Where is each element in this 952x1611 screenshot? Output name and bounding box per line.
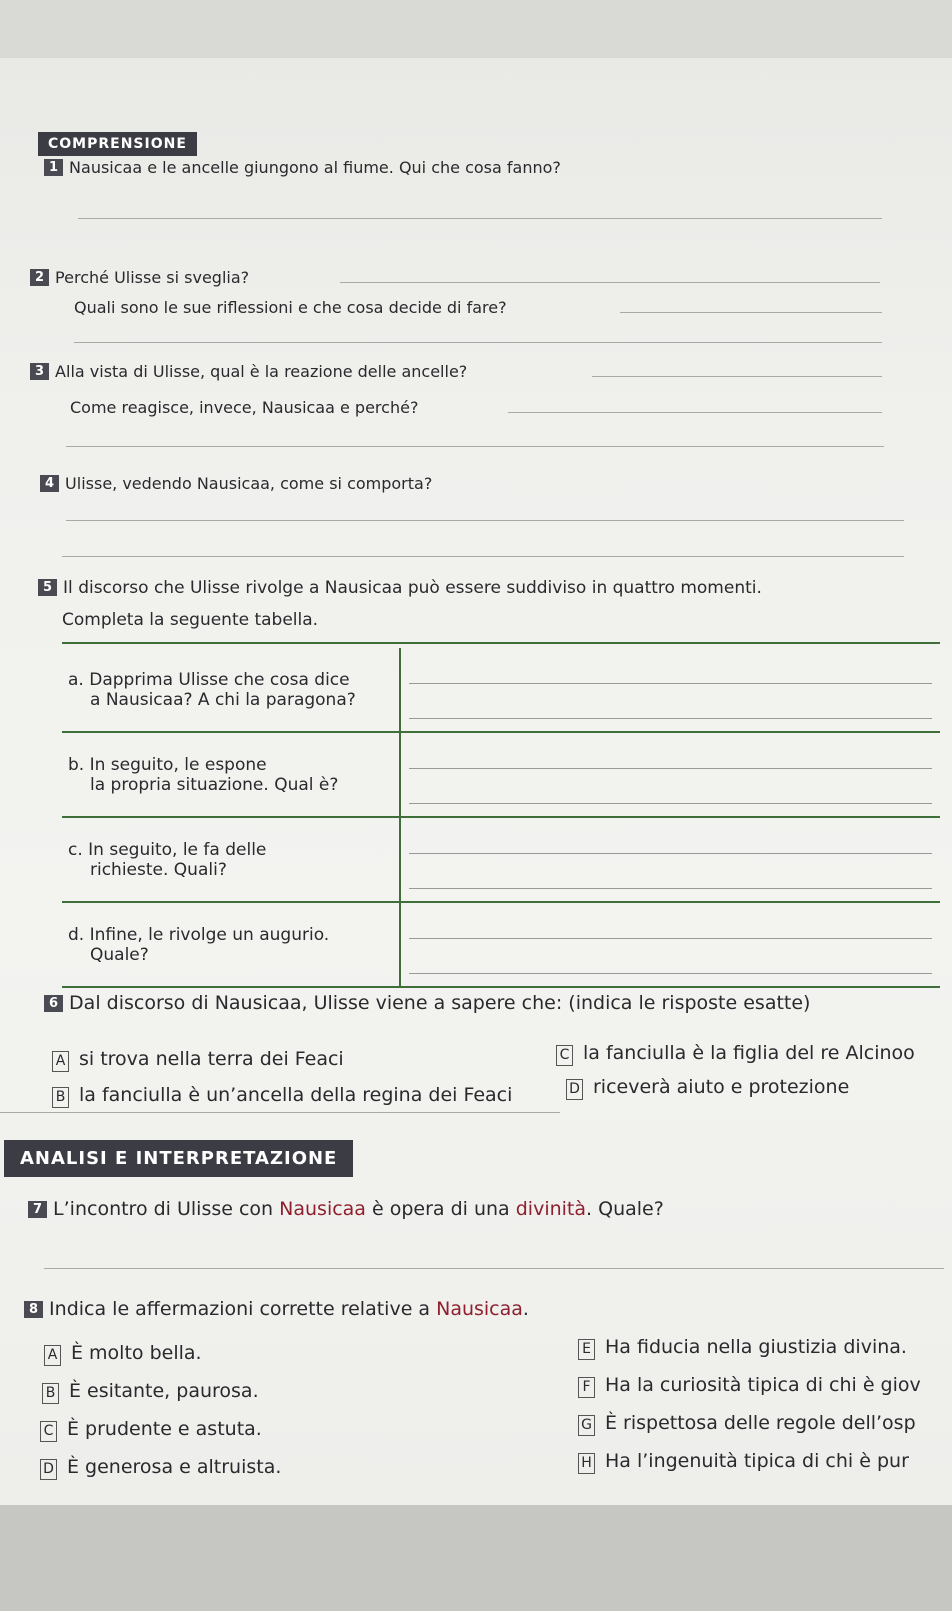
table-top-border — [62, 642, 940, 644]
question-number: 1 — [44, 159, 63, 176]
background-top — [0, 0, 952, 60]
question-number: 8 — [24, 1301, 43, 1318]
answer-line — [78, 218, 882, 219]
answer-line — [620, 312, 882, 313]
question-number: 4 — [40, 475, 59, 492]
question-number: 3 — [30, 363, 49, 380]
table-cell-answer[interactable] — [400, 648, 940, 732]
section-header-comprensione: COMPRENSIONE — [38, 132, 197, 156]
question-number: 6 — [44, 995, 63, 1012]
checkbox[interactable]: C — [556, 1045, 573, 1066]
answer-line — [66, 446, 884, 447]
table-row — [62, 648, 940, 732]
divider — [0, 1112, 560, 1113]
checkbox[interactable]: G — [578, 1415, 595, 1436]
question-number: 7 — [28, 1201, 47, 1218]
question-6: 6 Dal discorso di Nausicaa, Ulisse viene a sapere che: (indica le risposte esatte) — [44, 992, 810, 1014]
checkbox[interactable]: E — [578, 1339, 595, 1360]
answer-line — [508, 412, 882, 413]
table-cell-prompt: d. Infine, le rivolge un augurio. Quale? — [62, 902, 400, 987]
question-4: 4 Ulisse, vedendo Nausicaa, come si comporta? — [40, 474, 432, 493]
option-f[interactable]: F Ha la curiosità tipica di chi è giov — [578, 1374, 921, 1398]
question-5-instruction: Completa la seguente tabella. — [62, 610, 319, 630]
checkbox[interactable]: B — [52, 1087, 69, 1108]
answer-line — [592, 376, 882, 377]
question-8: 8 Indica le affermazioni corrette relative a Nausicaa. — [24, 1298, 529, 1320]
table-cell-answer[interactable] — [400, 732, 940, 817]
option-c[interactable]: C È prudente e astuta. — [40, 1418, 262, 1442]
checkbox[interactable]: B — [42, 1383, 59, 1404]
checkbox[interactable]: A — [44, 1345, 61, 1366]
question-number: 5 — [38, 579, 57, 596]
answer-line — [62, 556, 904, 557]
question-1: 1 Nausicaa e le ancelle giungono al fiume. Qui che cosa fanno? — [44, 158, 561, 177]
background-bottom — [0, 1505, 952, 1611]
checkbox[interactable]: D — [40, 1459, 57, 1480]
option-h[interactable]: H Ha l’ingenuità tipica di chi è pur — [578, 1450, 909, 1474]
table-cell-prompt: a. Dapprima Ulisse che cosa dice a Nausicaa? A chi la paragona? — [62, 648, 400, 732]
option-a[interactable]: A È molto bella. — [44, 1342, 202, 1366]
question-number: 2 — [30, 269, 49, 286]
table-cell-prompt: c. In seguito, le fa delle richieste. Quali? — [62, 817, 400, 902]
question-5: 5 Il discorso che Ulisse rivolge a Nausicaa può essere suddiviso in quattro momenti. — [38, 578, 762, 598]
table-cell-answer[interactable] — [400, 902, 940, 987]
checkbox[interactable]: F — [578, 1377, 595, 1398]
option-b[interactable]: B È esitante, paurosa. — [42, 1380, 259, 1404]
answer-line — [66, 520, 904, 521]
checkbox[interactable]: H — [578, 1453, 595, 1474]
question-7: 7 L’incontro di Ulisse con Nausicaa è opera di una divinità. Quale? — [28, 1198, 664, 1220]
table-row — [62, 817, 940, 902]
checkbox[interactable]: A — [52, 1051, 69, 1072]
moments-table — [62, 648, 940, 988]
answer-line — [340, 282, 880, 283]
question-3b: Come reagisce, invece, Nausicaa e perché? — [70, 398, 419, 417]
question-2b: Quali sono le sue riflessioni e che cosa decide di fare? — [74, 298, 507, 317]
checkbox[interactable]: C — [40, 1421, 57, 1442]
option-d[interactable]: D È generosa e altruista. — [40, 1456, 281, 1480]
table-row — [62, 732, 940, 817]
answer-line — [44, 1268, 944, 1269]
table-row — [62, 902, 940, 987]
option-g[interactable]: G È rispettosa delle regole dell’osp — [578, 1412, 916, 1436]
option-b[interactable]: B la fanciulla è un’ancella della regina dei Feaci — [52, 1084, 512, 1108]
answer-line — [74, 342, 882, 343]
question-3: 3 Alla vista di Ulisse, qual è la reazione delle ancelle? — [30, 362, 467, 381]
option-e[interactable]: E Ha fiducia nella giustizia divina. — [578, 1336, 907, 1360]
checkbox[interactable]: D — [566, 1079, 583, 1100]
question-2: 2 Perché Ulisse si sveglia? — [30, 268, 249, 287]
table-cell-prompt: b. In seguito, le espone la propria situazione. Qual è? — [62, 732, 400, 817]
option-a[interactable]: A si trova nella terra dei Feaci — [52, 1048, 344, 1072]
option-c[interactable]: C la fanciulla è la figlia del re Alcinoo — [556, 1042, 915, 1066]
option-d[interactable]: D riceverà aiuto e protezione — [566, 1076, 849, 1100]
section-header-analisi: ANALISI E INTERPRETAZIONE — [4, 1140, 353, 1177]
table-cell-answer[interactable] — [400, 817, 940, 902]
